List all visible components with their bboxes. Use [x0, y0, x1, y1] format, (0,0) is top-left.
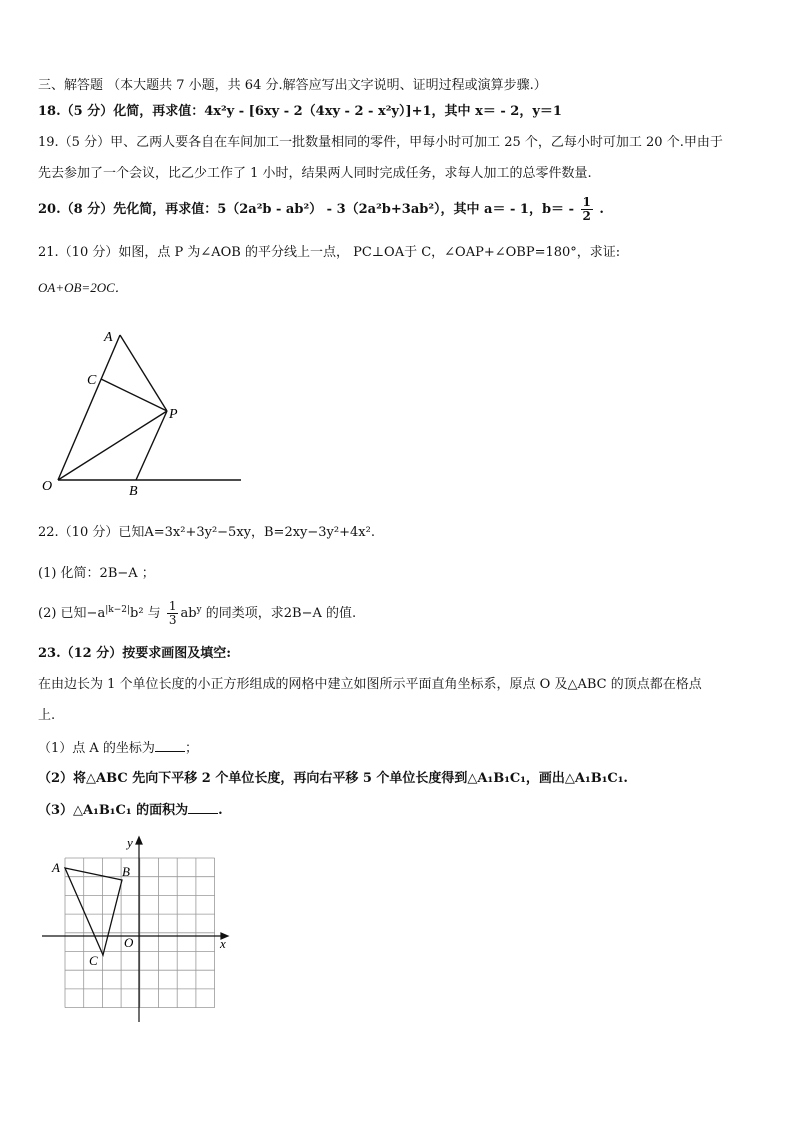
part2-b-term: b² 与: [130, 606, 161, 621]
part2-exponent: |k−2|: [105, 605, 130, 615]
question-19-line2: 先去参加了一个会议，比乙少工作了 1 小时，结果两人同时完成任务，求每人加工的总零件数量.: [38, 166, 592, 181]
label-B: B: [129, 484, 138, 499]
segment-OP: [58, 411, 167, 480]
section-heading: 三、解答题 （本大题共 7 小题，共 64 分.解答应写出文字说明、证明过程或演算步骤.）: [38, 78, 547, 93]
question-20-end: .: [599, 202, 604, 217]
label-P: P: [169, 407, 178, 422]
part3-end: .: [218, 803, 223, 818]
angle-bisector-figure: [36, 320, 256, 505]
label-C: C: [87, 373, 97, 388]
part2-ab-term: ab: [180, 606, 197, 621]
question-23-line1: 23.（12 分）按要求画图及填空:: [38, 646, 232, 661]
question-23-part1: [38, 739, 198, 758]
label-O: O: [42, 479, 53, 494]
question-21-line2: OA+OB=2OC．: [38, 280, 128, 295]
label-B: B: [122, 864, 130, 879]
question-23-part2: （2）将△ABC 先向下平移 2 个单位长度，再向右平移 5 个单位长度得到△A₁B₁C₁，画出△A₁B₁C₁.: [38, 771, 628, 786]
fraction-one-third: [167, 600, 179, 627]
label-y: y: [127, 835, 133, 850]
label-A: A: [52, 860, 60, 875]
answer-blank: [155, 739, 185, 752]
question-22-line1: 22.（10 分）已知A=3x²+3y²−5xy，B=2xy−3y²+4x².: [38, 525, 375, 540]
fraction-one-half: [581, 196, 593, 223]
part2-prefix: (2) 已知−a: [38, 606, 106, 621]
part3-text: （3）△A₁B₁C₁ 的面积为: [38, 803, 189, 818]
question-21-line1: 21.（10 分）如图，点 P 为∠AOB 的平分线上一点， PC⊥OA于 C，∠OAP+∠OBP=180°，求证:: [38, 245, 621, 260]
question-22-part2: [38, 600, 356, 628]
part2-y-exponent: y: [196, 605, 202, 615]
coordinate-grid-figure: [40, 832, 240, 1027]
part1-end: ；: [184, 741, 198, 756]
part1-text: （1）点 A 的坐标为: [38, 741, 155, 756]
fraction-denominator: 2: [582, 209, 591, 223]
triangle-ABC: [65, 868, 122, 955]
question-19-line1: 19.（5 分）甲、乙两人要各自在车间加工一批数量相同的零件，甲每小时可加工 25 个，乙每小时可加工 20 个.甲由于: [38, 135, 723, 150]
label-C: C: [89, 953, 98, 968]
grid-lines: [65, 858, 215, 1008]
question-23-line3: 上.: [38, 708, 56, 723]
fraction-denominator: 3: [168, 613, 177, 627]
label-O: O: [124, 935, 134, 950]
question-22-part1: (1) 化简：2B−A ；: [38, 566, 155, 581]
label-x: x: [220, 936, 226, 951]
question-20-text: 20.（8 分）先化简，再求值：5（2a²b - ab²） - 3（2a²b+3ab²），其中 a＝ - 1，b＝ -: [38, 202, 574, 217]
question-23-part3: [38, 801, 223, 820]
segment-OA: [58, 335, 120, 480]
question-20: [38, 196, 604, 224]
label-A: A: [104, 330, 113, 345]
question-18: 18.（5 分）化简，再求值：4x²y - [6xy - 2（4xy - 2 - x²y）]+1，其中 x＝ - 2，y＝1: [38, 104, 562, 119]
question-23-line2: 在由边长为 1 个单位长度的小正方形组成的网格中建立如图所示平面直角坐标系，原点 O 及△ABC 的顶点都在格点: [38, 677, 702, 692]
part2-suffix: 的同类项，求2B−A 的值.: [201, 606, 357, 621]
fraction-numerator: 1: [582, 195, 591, 209]
y-axis-arrow: [136, 837, 142, 844]
answer-blank: [188, 801, 218, 814]
fraction-numerator: 1: [168, 599, 177, 613]
